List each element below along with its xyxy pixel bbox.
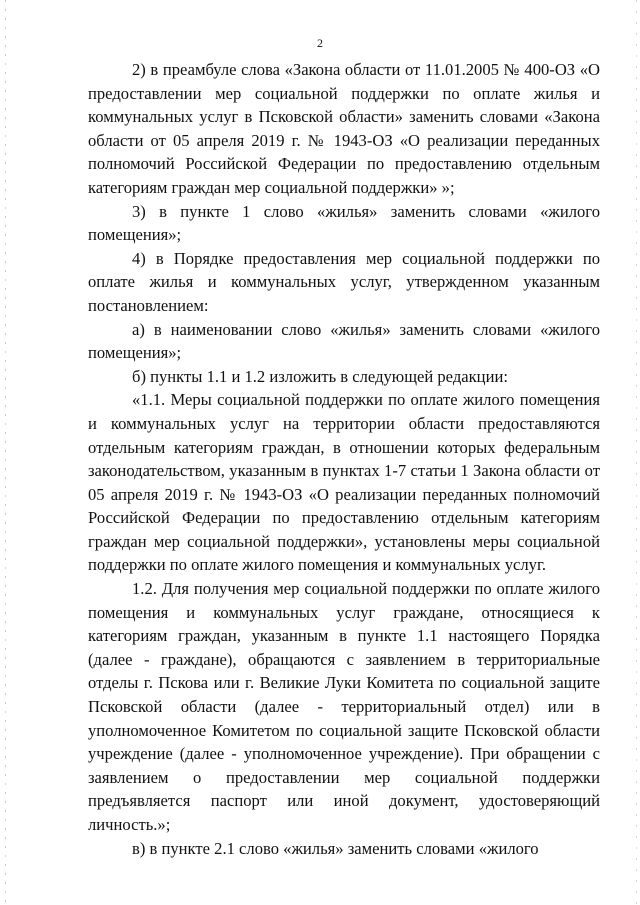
paragraph-subitem-a: а) в наименовании слово «жилья» заменить словами «жилого помещения»; xyxy=(88,319,600,363)
paragraph-item-2: 2) в преамбуле слова «Закона области от 11.01.2005 № 400-ОЗ «О предоставлении мер социальной поддержки по оплате жилья и коммунальных услуг в Псковской области» заменить словами «Закона области от 05 апреля 2019 г. № 1943-ОЗ «О реализации переданных полномочий Российской Федерации по предоставлению отдельным категориям граждан мер социальной поддержки» »; xyxy=(88,60,600,197)
paragraph-subitem-v: в) в пункте 2.1 слово «жилья» заменить словами «жилого xyxy=(132,838,539,858)
scan-edge-left xyxy=(5,0,6,905)
document-body xyxy=(88,58,600,860)
paragraph-clause-1-2: 1.2. Для получения мер социальной поддержки по оплате жилого помещения и коммунальных услуг граждане, относящиеся к категориям граждан, указанным в пункте 1.1 настоящего Порядка (далее - граждане), обращаются с заявлением в территориальные отделы г. Пскова или г. Великие Луки Комитета по социальной защите Псковской области (далее - территориальный отдел) или в уполномоченное Комитетом по социальной защите Псковской области учреждение (далее - уполномоченное учреждение). При обращении с заявлением о предоставлении мер социальной поддержки предъявляется паспорт или иной документ, удостоверяющий личность.»; xyxy=(88,579,600,834)
scan-edge-right xyxy=(636,0,637,905)
paragraph-subitem-b: б) пункты 1.1 и 1.2 изложить в следующей редакции: xyxy=(132,366,508,386)
paragraph-clause-1-1: «1.1. Меры социальной поддержки по оплате жилого помещения и коммунальных услуг на территории области предоставляются отдельным категориям граждан, в отношении которых федеральным законодательством, указанным в пунктах 1-7 статьи 1 Закона области от 05 апреля 2019 г. № 1943-ОЗ «О реализации переданных полномочий Российской Федерации по предоставлению отдельным категориям граждан мер социальной поддержки», установлены меры социальной поддержки по оплате жилого помещения и коммунальных услуг. xyxy=(88,390,600,575)
page-number: 2 xyxy=(317,36,323,50)
paragraph-item-3: 3) в пункте 1 слово «жилья» заменить словами «жилого помещения»; xyxy=(88,201,600,245)
paragraph-item-4: 4) в Порядке предоставления мер социальной поддержки по оплате жилья и коммунальных услуг, утвержденном указанным постановлением: xyxy=(88,248,600,315)
